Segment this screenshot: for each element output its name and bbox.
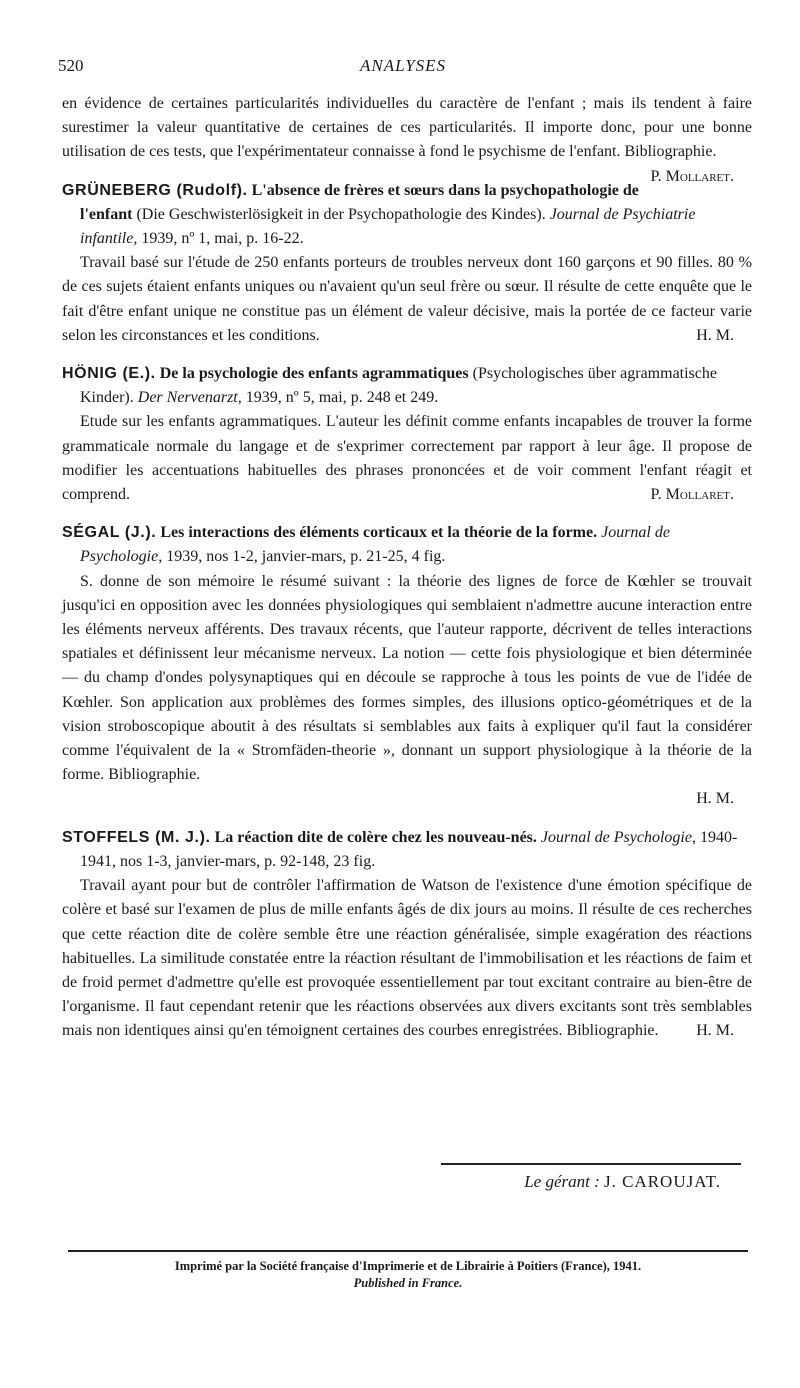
entry-body: S. donne de son mémoire le résumé suivant : la théorie des lignes de force de Kœhler se trouvait jusqu'ici en opposition avec les données physiologiques qui semblaient n'admettre aucune interaction entre les éléments nerveux afférents. Des travaux récents, que l'auteur rapporte, décrivent de telles interactions spatiales et définissent leur mécanisme nerveux. La notion — cette fois physiologique et bien déterminée — du champ d'ondes polysynaptiques qui en découle se rapproche à tous les points de vue de l'idée de Kœhler. Son application aux problèmes des formes simples, des illusions optico-géométriques et de la vision stroboscopique aboutit à des résultats si semblables aux faits à expliquer qu'il faut la considérer comme l'équivalent de la « Stromfäden-theorie », donnant un support physiologique à la théorie de la forme. Bibliographie. — [62, 572, 752, 784]
entry-body: Etude sur les enfants agrammatiques. L'auteur les définit comme enfants incapables de trouver la forme grammaticale normale du langage et de s'exprimer correctement par rapport à leur âge. Il propose de modifier les accentuations habituelles des phrases prononcées et de voir comment l'enfant réagit et comprend. P. Mollaret. — [62, 410, 752, 507]
printer-footer — [68, 1258, 748, 1292]
entry-title: L'absence de frères et sœurs dans la psychopathologie de l'enfant — [80, 181, 639, 223]
entry-title: La réaction dite de colère chez les nouveau-nés. — [214, 828, 537, 846]
gerant-rule — [441, 1163, 741, 1165]
gerant-label: Le gérant : — [524, 1172, 600, 1191]
gerant-name: J. CAROUJAT. — [603, 1172, 721, 1191]
entry-heading — [62, 362, 752, 410]
entry-author: STOFFELS (M. J.). — [62, 828, 211, 846]
intro-paragraph — [62, 92, 752, 185]
page-number: 520 — [58, 56, 84, 75]
page-content — [62, 92, 752, 1044]
gerant-line — [441, 1172, 721, 1192]
entry-reference: 1940-1941, nos 1-3, janvier-mars, p. 92-148, 23 fig. — [80, 828, 738, 870]
entry-journal: Journal de Psychologie, — [540, 828, 696, 846]
running-title: ANALYSES — [359, 56, 447, 75]
entry-heading — [62, 521, 752, 569]
printer-line: Imprimé par la Société française d'Imprimerie et de Librairie à Poitiers (France), 1941. — [174, 1259, 642, 1273]
entry-body: Travail ayant pour but de contrôler l'affirmation de Watson de l'existence d'une émotion spécifique de colère et basé sur l'examen de plus de mille enfants âgés de dix jours au moins. Il résulte de ces recherches que cette réaction dite de colère semble être une réaction généralisée, simple exagération des réactions habituelles. La similitude constatée entre la réaction résultant de l'immobilisation et les réactions de faim et de froid permet d'admettre qu'elle est provoquée essentiellement par tout excitant contraire au bien-être de l'organisme. Il faut cependant retenir que les réactions observées aux divers excitants sont très semblables mais non identiques ainsi qu'en témoignent certaines des courbes enregistrées. Bibliographie. H. M. — [62, 874, 752, 1043]
entry-signature: H. M. — [696, 790, 734, 808]
entry-signature: P. Mollaret. — [650, 486, 734, 504]
entry-journal: Journal de Psychologie, — [80, 524, 670, 566]
entry-author: HÖNIG (E.). — [62, 365, 156, 383]
review-entry-segal — [62, 521, 752, 811]
review-entry-stoffels — [62, 826, 752, 1044]
entry-body: Travail basé sur l'étude de 250 enfants porteurs de troubles nerveux dont 160 garçons et 90 filles. 80 % de ces sujets étaient enfants uniques ou n'avaient qu'un seul frère ou sœur. Il résulte de cette enquête que le fait d'être enfant unique ne constitue pas un élément de valeur décisive, mais la portée de ce facteur varie selon les circonstances et les conditions. H. M. — [62, 251, 752, 348]
entry-journal: Journal de Psychiatrie infantile, — [80, 205, 696, 248]
entry-journal: Der Nervenarzt, — [137, 389, 242, 407]
entry-signature: H. M. — [696, 1022, 734, 1040]
intro-signature: P. Mollaret. — [650, 167, 734, 185]
entry-subtitle: (Psychologisches über agrammatische Kinder). — [80, 365, 717, 407]
review-entry-gruneberg — [62, 179, 752, 348]
entry-heading — [62, 179, 752, 252]
entry-title: Les interactions des éléments corticaux et la théorie de la forme. — [160, 524, 598, 542]
intro-text: en évidence de certaines particularités individuelles du caractère de l'enfant ; mais ils tendent à faire surestimer la valeur quantitative de certaines de ces particularités. Il importe donc, pour une bonne utilisation de ces tests, que l'expérimentateur connaisse à fond le psychisme de l'enfant. Bibliographie. — [62, 95, 752, 161]
entry-reference: 1939, nos 1-2, janvier-mars, p. 21-25, 4 fig. — [166, 548, 446, 566]
review-entry-honig — [62, 362, 752, 507]
footer-rule — [68, 1250, 748, 1252]
entry-reference: 1939, nº 1, mai, p. 16-22. — [141, 230, 304, 248]
entry-author: GRÜNEBERG (Rudolf). — [62, 181, 248, 199]
entry-heading — [62, 826, 752, 874]
page-header — [58, 56, 748, 80]
entry-subtitle: (Die Geschwisterlösigkeit in der Psychopathologie des Kindes). — [136, 205, 546, 223]
entry-reference: 1939, nº 5, mai, p. 248 et 249. — [245, 389, 439, 407]
entry-title: De la psychologie des enfants agrammatiques — [159, 365, 469, 383]
entry-signature: H. M. — [696, 326, 734, 344]
entry-author: SÉGAL (J.). — [62, 524, 157, 542]
published-line: Published in France. — [353, 1276, 463, 1290]
